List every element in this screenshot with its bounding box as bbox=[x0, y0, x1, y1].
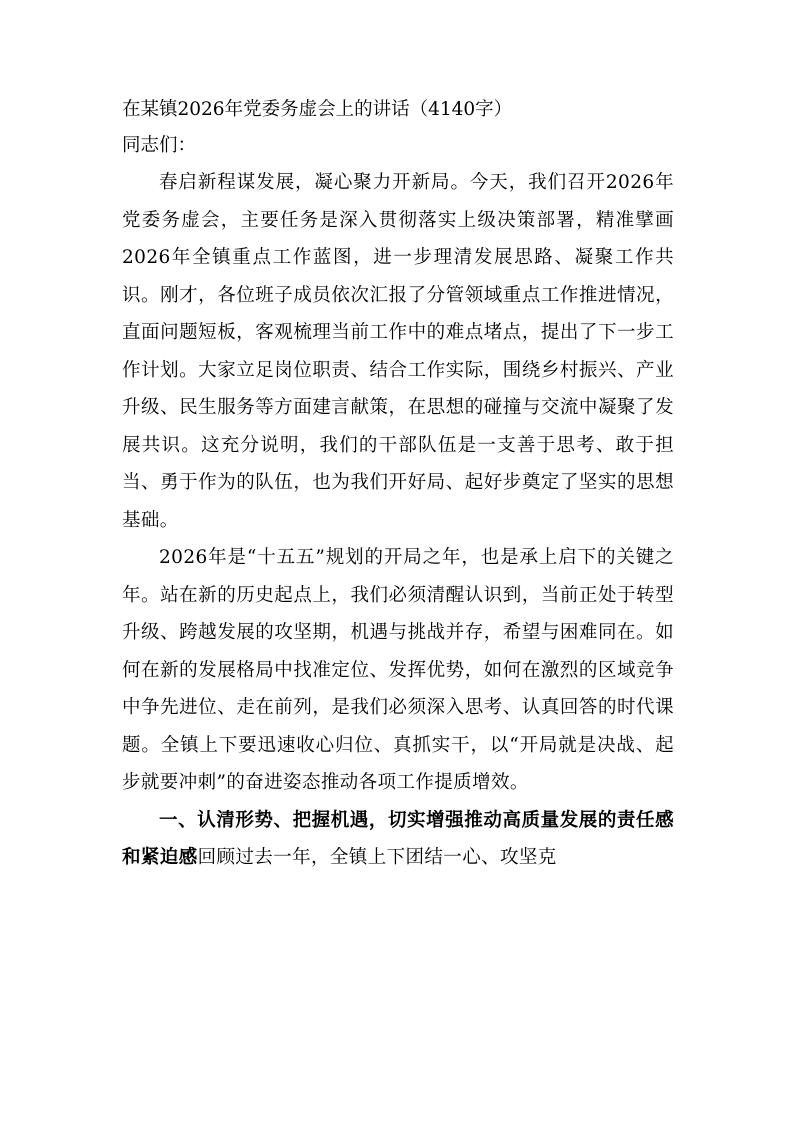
section-1-heading: 一、认清形势、把握机遇，切实增强推动高质量发展的责任感和紧迫感 bbox=[122, 809, 674, 868]
paragraph-opening: 春启新程谋发展，凝心聚力开新局。今天，我们召开2026年党委务虚会，主要任务是深入贯彻落实上级决策部署，精准擘画2026年全镇重点工作蓝图，进一步理清发展思路、凝聚工作共识。刚才，各位班子成员依次汇报了分管领域重点工作推进情况，直面问题短板，客观梳理当前工作中的难点堵点，提出了下一步工作计划。大家立足岗位职责、结合工作实际，围绕乡村振兴、产业升级、民生服务等方面建言献策，在思想的碰撞与交流中凝聚了发展共识。这充分说明，我们的干部队伍是一支善于思考、敢于担当、勇于作为的队伍，也为我们开好局、起好步奠定了坚实的思想基础。 bbox=[122, 172, 674, 531]
section-1 bbox=[122, 802, 674, 877]
paragraph-context: 2026年是“十五五”规划的开局之年，也是承上启下的关键之年。站在新的历史起点上，我们必须清醒认识到，当前正处于转型升级、跨越发展的攻坚期，机遇与挑战并存，希望与困难同在。如何在新的发展格局中找准定位、发挥优势，如何在激烈的区域竞争中争先进位、走在前列，是我们必须深入思考、认真回答的时代课题。全镇上下要迅速收心归位、真抓实干，以“开局就是决战、起步就要冲刺”的奋进姿态推动各项工作提质增效。 bbox=[122, 547, 674, 793]
salutation: 同志们： bbox=[122, 135, 197, 156]
document-title: 在某镇2026年党委务虚会上的讲话（4140字） bbox=[122, 99, 513, 120]
section-1-text: 回顾过去一年，全镇上下团结一心、攻坚克 bbox=[197, 847, 557, 868]
document-body bbox=[122, 93, 674, 877]
